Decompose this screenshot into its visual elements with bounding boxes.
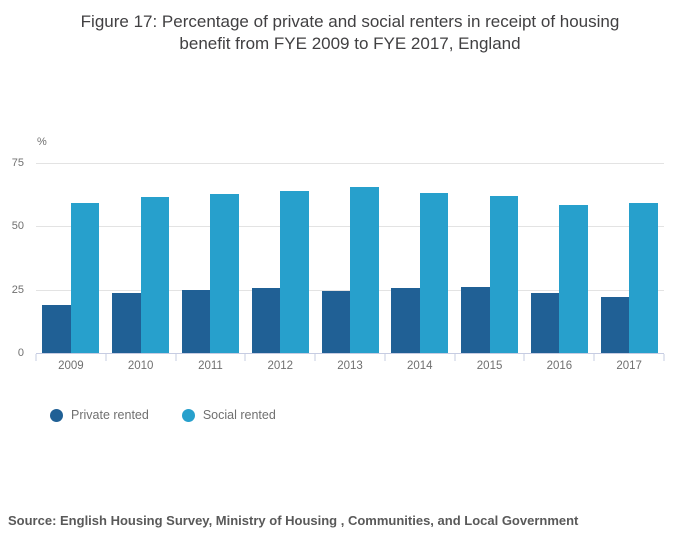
bar-social-rented-2010[interactable] [141, 197, 170, 353]
legend-dot-icon [50, 409, 63, 422]
x-tick-label-2012: 2012 [267, 360, 294, 372]
x-tick-label-2017: 2017 [616, 360, 642, 372]
bar-private-rented-2012[interactable] [252, 288, 281, 353]
bar-groups [36, 150, 664, 353]
y-tick-label-75: 75 [11, 156, 24, 169]
legend-item-private-rented[interactable] [50, 408, 149, 422]
y-tick-label-50: 50 [11, 220, 24, 233]
bar-social-rented-2011[interactable] [210, 194, 239, 353]
legend-dot-icon [182, 409, 195, 422]
source-note: Source: English Housing Survey, Ministry of Housing , Communities, and Local Government [8, 513, 579, 528]
legend-item-social-rented[interactable] [182, 408, 276, 422]
y-tick-label-0: 0 [17, 347, 24, 359]
bar-private-rented-2010[interactable] [112, 293, 141, 353]
legend-label: Social rented [202, 408, 276, 422]
x-tick-label-2011: 2011 [198, 360, 223, 372]
bar-private-rented-2015[interactable] [461, 287, 490, 353]
bar-social-rented-2016[interactable] [559, 205, 588, 353]
bar-group-2017 [594, 150, 664, 353]
bar-group-2012 [245, 150, 315, 353]
x-tick-label-2013: 2013 [337, 360, 363, 372]
bar-private-rented-2016[interactable] [531, 293, 560, 353]
bar-private-rented-2014[interactable] [391, 288, 420, 353]
bar-social-rented-2009[interactable] [71, 203, 100, 353]
bar-social-rented-2015[interactable] [490, 196, 519, 353]
x-tick-label-2016: 2016 [546, 360, 573, 372]
x-axis-labels [36, 360, 664, 372]
plot-area [36, 150, 664, 354]
bar-social-rented-2013[interactable] [350, 187, 379, 353]
bar-group-2013 [315, 150, 385, 353]
bar-group-2011 [176, 150, 246, 353]
y-axis-labels [0, 150, 26, 359]
bar-private-rented-2017[interactable] [601, 297, 630, 353]
y-axis-unit-label: % [37, 136, 47, 148]
chart-title [30, 11, 670, 54]
bar-private-rented-2009[interactable] [42, 305, 71, 353]
chart-title-line1: Figure 17: Percentage of private and social renters in receipt of housing [80, 12, 620, 31]
bar-group-2014 [385, 150, 455, 353]
x-tick-label-2015: 2015 [476, 360, 503, 372]
legend-label: Private rented [71, 408, 149, 422]
x-tick-label-2010: 2010 [127, 360, 154, 372]
x-tick-label-2009: 2009 [58, 360, 84, 372]
chart-title-line2: benefit from FYE 2009 to FYE 2017, England [179, 33, 521, 53]
chart-legend [50, 408, 276, 422]
y-tick-label-25: 25 [11, 283, 24, 296]
bar-group-2015 [455, 150, 525, 353]
bar-group-2010 [106, 150, 176, 353]
bar-group-2009 [36, 150, 106, 353]
bar-social-rented-2014[interactable] [420, 193, 449, 353]
bar-private-rented-2013[interactable] [322, 291, 351, 353]
bar-group-2016 [524, 150, 594, 353]
bar-social-rented-2012[interactable] [280, 191, 309, 353]
bar-social-rented-2017[interactable] [629, 203, 658, 353]
bar-private-rented-2011[interactable] [182, 290, 211, 353]
x-tick-label-2014: 2014 [407, 360, 433, 372]
